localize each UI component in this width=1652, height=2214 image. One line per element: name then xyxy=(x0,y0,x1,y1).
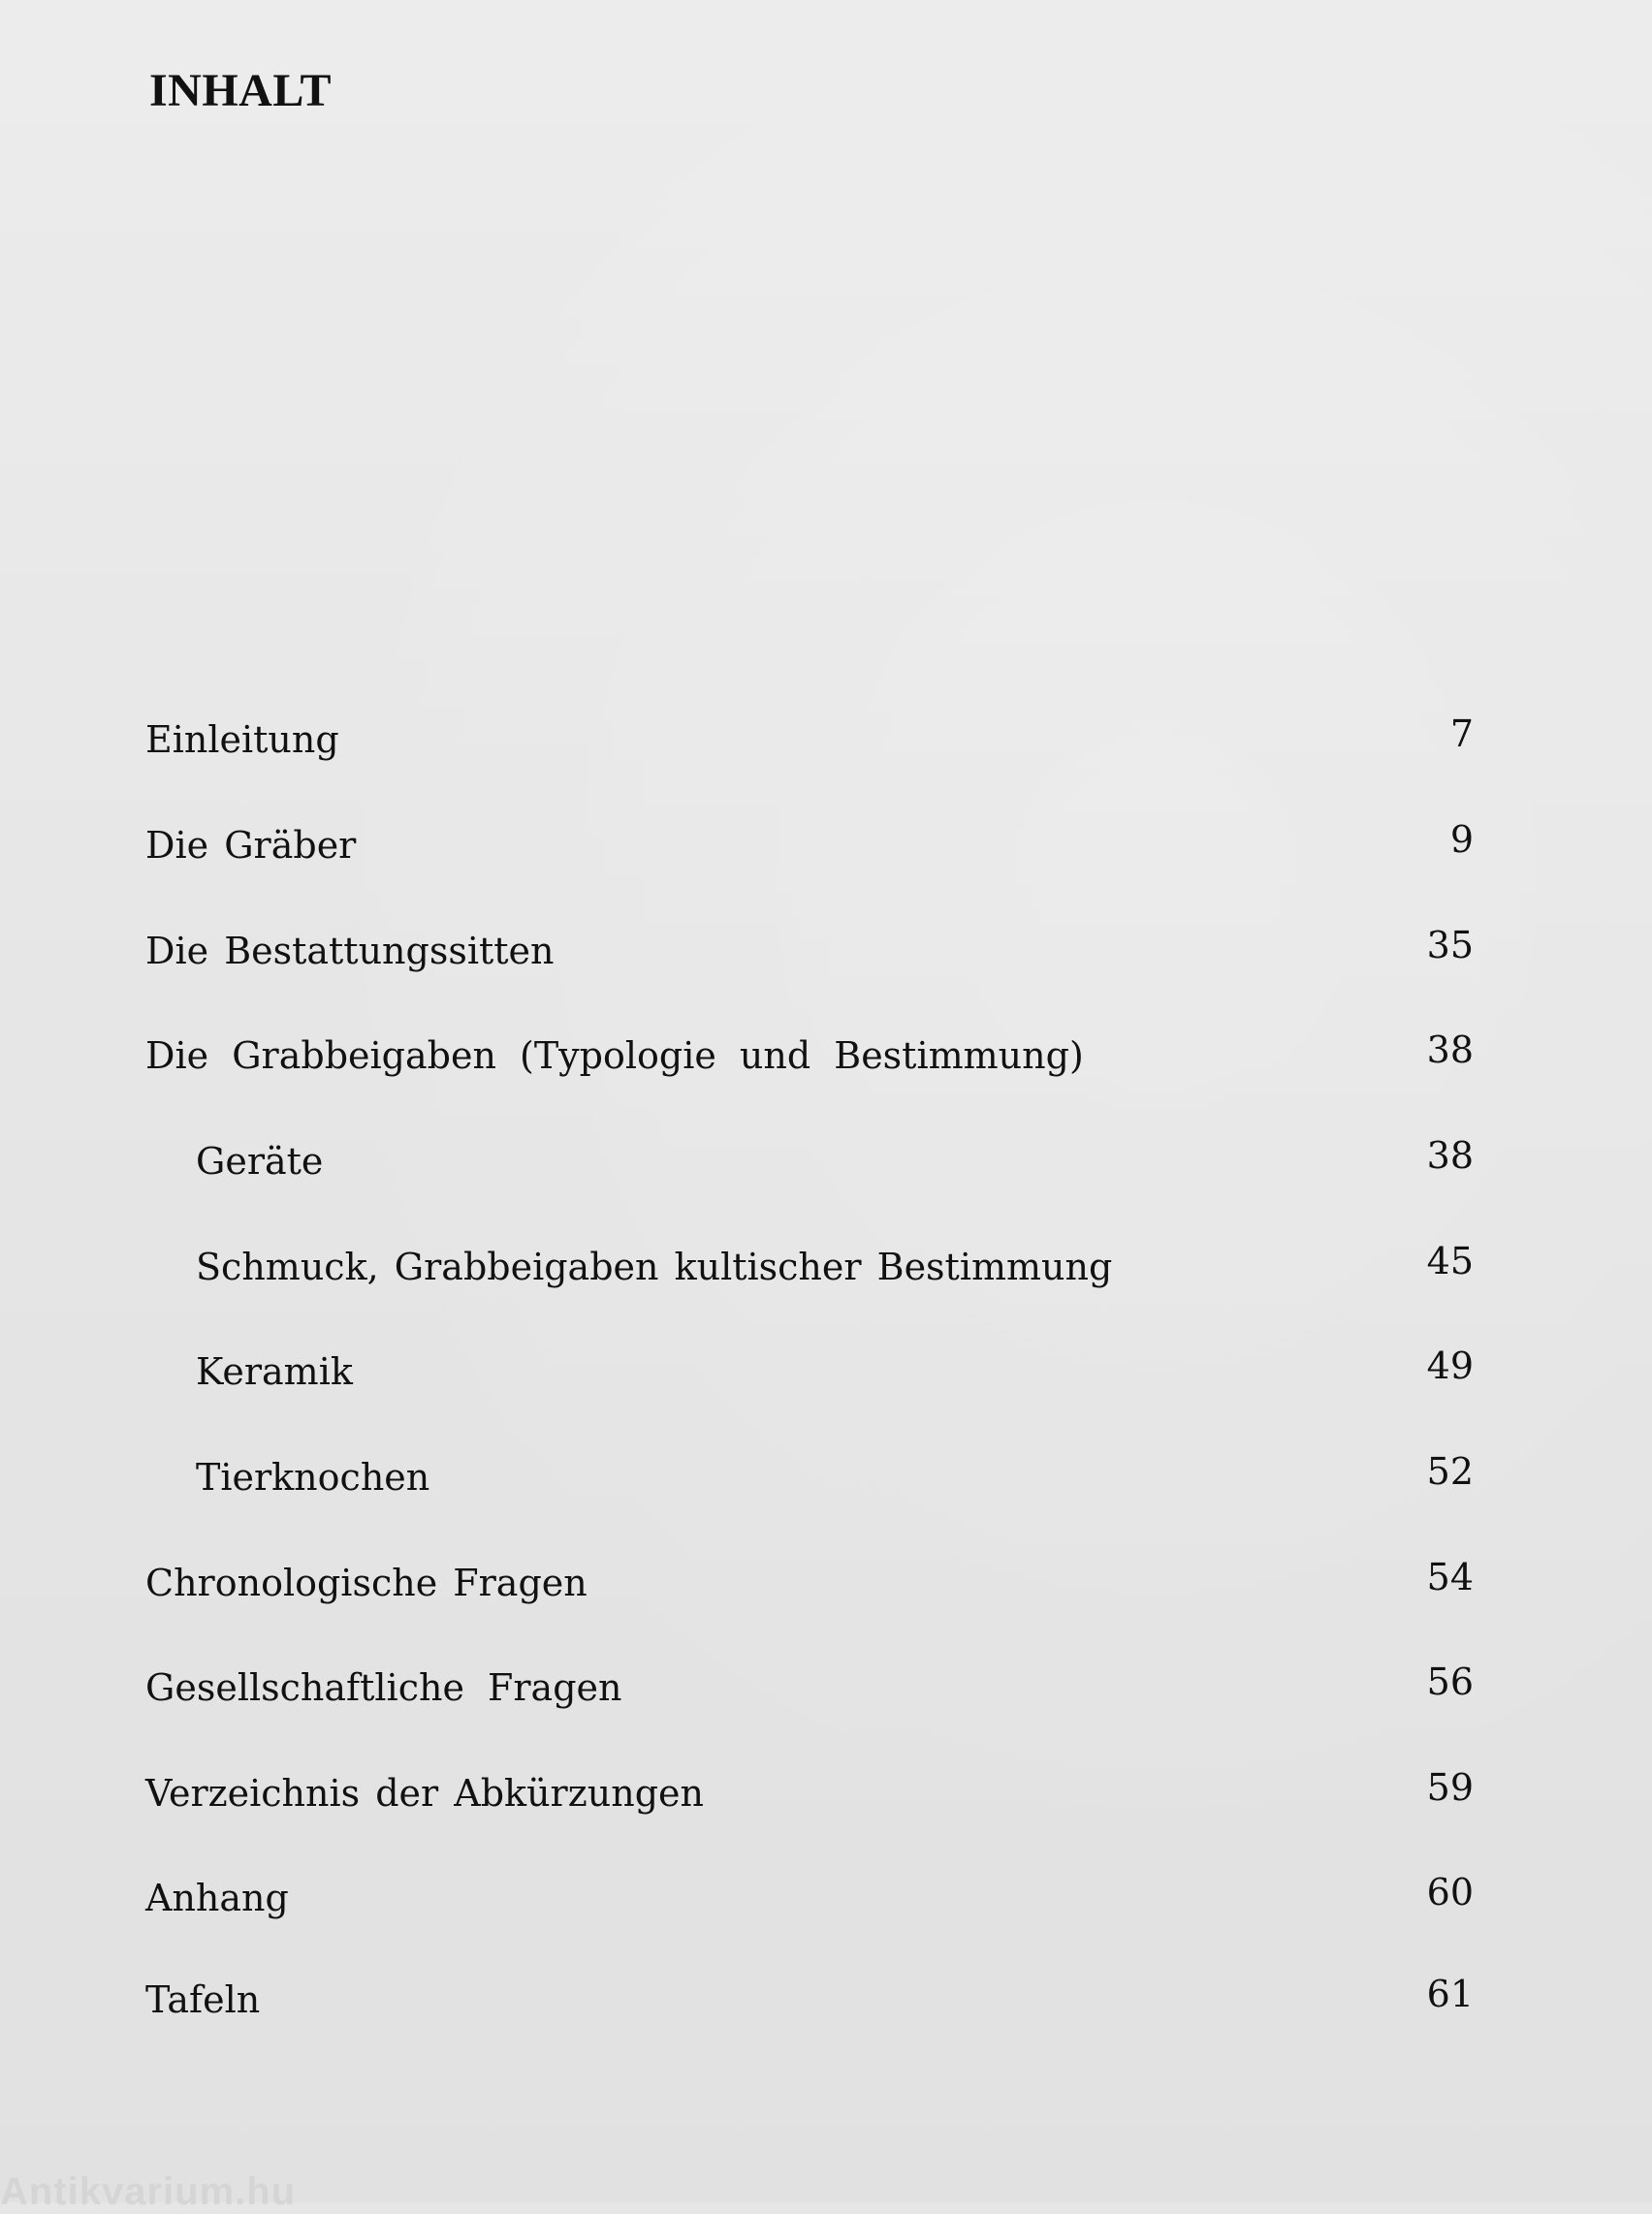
toc-entry xyxy=(145,922,1474,980)
toc-entry-label: Chronologische Fragen xyxy=(145,1562,588,1604)
toc-entry-label: Verzeichnis der Abkürzungen xyxy=(145,1772,704,1815)
toc-entry xyxy=(145,1027,1474,1085)
toc-entry-label: Einleitung xyxy=(145,718,339,761)
toc-entry-label: Die Gräber xyxy=(145,824,357,867)
toc-entry-label: Anhang xyxy=(145,1877,289,1919)
toc-entry-page: 60 xyxy=(1426,1871,1474,1914)
toc-entry xyxy=(145,816,1474,874)
toc-entry-page: 38 xyxy=(1426,1134,1474,1177)
toc-subentry xyxy=(145,1238,1474,1296)
toc-entry-page: 61 xyxy=(1426,1973,1474,2015)
toc-entry xyxy=(145,1659,1474,1717)
toc-entry-label: Tierknochen xyxy=(196,1456,430,1499)
toc-entry xyxy=(145,1554,1474,1612)
toc-entry-label: Die Bestattungssitten xyxy=(145,930,555,972)
toc-entry xyxy=(145,1764,1474,1822)
toc-entry-page: 35 xyxy=(1426,924,1474,966)
toc-subentry xyxy=(145,1132,1474,1190)
toc-entry-page: 49 xyxy=(1426,1344,1474,1387)
toc-subentry xyxy=(145,1343,1474,1401)
toc-entry-label: Geräte xyxy=(196,1140,324,1183)
toc-entry-page: 56 xyxy=(1426,1660,1474,1703)
toc-entry-page: 59 xyxy=(1426,1766,1474,1809)
toc-entry-label: Keramik xyxy=(196,1350,353,1393)
toc-entry-page: 54 xyxy=(1426,1556,1474,1598)
toc-entry-page: 38 xyxy=(1426,1028,1474,1071)
watermark: Antikvarium.hu xyxy=(0,2170,297,2213)
toc-entry-label: Die Grabbeigaben (Typologie und Bestimmung) xyxy=(145,1034,1084,1077)
toc-entry xyxy=(145,711,1474,769)
toc-entry xyxy=(145,1869,1474,1927)
toc-entry-page: 7 xyxy=(1449,712,1474,755)
toc-entry-page: 9 xyxy=(1449,818,1474,861)
page-title: INHALT xyxy=(149,65,332,116)
toc-entry-page: 45 xyxy=(1426,1240,1474,1282)
toc-subentry xyxy=(145,1448,1474,1506)
toc-entry-page: 52 xyxy=(1426,1450,1474,1493)
toc-entry-label: Schmuck, Grabbeigaben kultischer Bestimmung xyxy=(196,1246,1113,1288)
toc-entry-label: Gesellschaftliche Fragen xyxy=(145,1666,622,1709)
toc-entry xyxy=(145,1971,1474,2029)
toc-entry-label: Tafeln xyxy=(145,1978,261,2021)
